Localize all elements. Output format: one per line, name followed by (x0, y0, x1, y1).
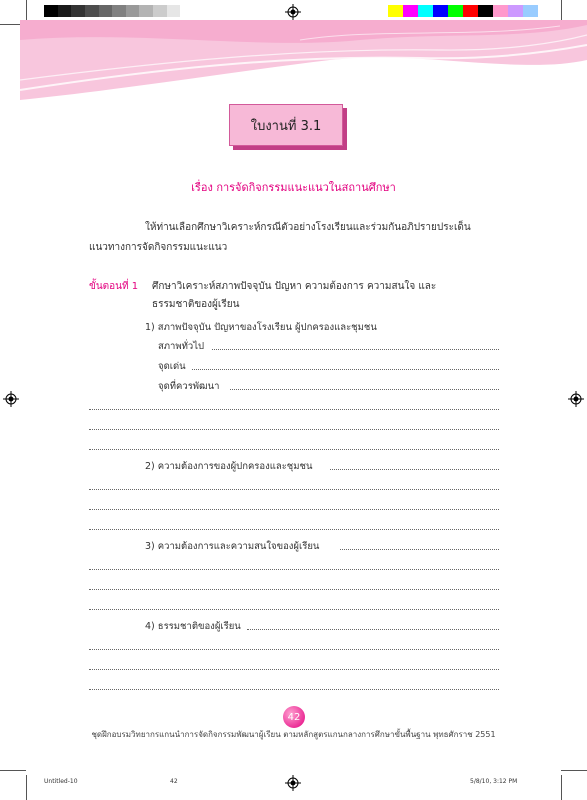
item-1-sub-general: สภาพทั่วไป (158, 341, 205, 352)
swatch (388, 5, 403, 17)
answer-line[interactable] (89, 569, 499, 570)
answer-line[interactable] (89, 449, 499, 450)
answer-line[interactable] (89, 609, 499, 610)
swatch (418, 5, 433, 17)
answer-line[interactable] (89, 529, 499, 530)
page-number: 42 (287, 711, 301, 723)
swatch (433, 5, 448, 17)
slug-page: 42 (170, 778, 178, 785)
answer-line[interactable] (89, 669, 499, 670)
worksheet-title (229, 104, 343, 146)
swatch (180, 5, 194, 17)
swatch (112, 5, 126, 17)
answer-line[interactable] (89, 649, 499, 650)
crop-mark (561, 770, 587, 771)
swatch (139, 5, 153, 17)
crop-mark (561, 775, 562, 800)
slug-date: 5/8/10, 3:12 PM (470, 778, 518, 785)
answer-line[interactable] (89, 429, 499, 430)
answer-line[interactable] (247, 629, 499, 630)
swatch (493, 5, 508, 17)
registration-mark-left (3, 391, 19, 407)
page-number-badge (283, 706, 305, 728)
swatch (44, 5, 58, 17)
crop-mark (26, 0, 27, 20)
crop-mark (561, 0, 562, 20)
footer-caption: ชุดฝึกอบรมวิทยากรแกนนำการจัดกิจกรรมพัฒนาผู้เรียน ตามหลักสูตรแกนกลางการศึกษาขั้นพื้นฐาน พุทธศักราช 2551 (91, 730, 496, 739)
item-1-sub-improve: จุดที่ควรพัฒนา (158, 381, 220, 392)
instruction-line-1: ให้ท่านเลือกศึกษาวิเคราะห์กรณีตัวอย่างโรงเรียนและร่วมกันอภิปรายประเด็น (145, 222, 471, 233)
swatch (523, 5, 538, 17)
worksheet-title-text: ใบงานที่ 3.1 (250, 118, 322, 134)
swatch (126, 5, 140, 17)
swatch (508, 5, 523, 17)
header-wave-decoration (0, 20, 587, 100)
crop-mark (26, 775, 27, 800)
step-label: ขั้นตอนที่ 1 (89, 281, 139, 292)
item-3-heading: 3) ความต้องการและความสนใจของผู้เรียน (145, 541, 320, 552)
swatch (478, 5, 493, 17)
swatch (99, 5, 113, 17)
instruction-line-2: แนวทางการจัดกิจกรรมแนะแนว (89, 242, 228, 253)
worksheet-subject: เรื่อง การจัดกิจกรรมแนะแนวในสถานศึกษา (191, 181, 396, 194)
answer-line[interactable] (230, 389, 499, 390)
step-text-line-1: ศึกษาวิเคราะห์สภาพปัจจุบัน ปัญหา ความต้องการ ความสนใจ และ (152, 281, 437, 292)
swatch (71, 5, 85, 17)
answer-line[interactable] (192, 369, 499, 370)
crop-mark (0, 770, 26, 771)
swatch (463, 5, 478, 17)
item-4-heading: 4) ธรรมชาติของผู้เรียน (145, 621, 241, 632)
registration-mark-bottom (285, 775, 301, 791)
swatch (153, 5, 167, 17)
swatch (58, 5, 72, 17)
answer-line[interactable] (89, 489, 499, 490)
step-text-line-2: ธรรมชาติของผู้เรียน (152, 299, 240, 310)
answer-line[interactable] (340, 549, 499, 550)
item-2-heading: 2) ความต้องการของผู้ปกครองและชุมชน (145, 461, 313, 472)
color-swatch-bar (388, 5, 538, 17)
registration-mark-right (568, 391, 584, 407)
slug-filename: Untitled-10 (44, 778, 78, 785)
answer-line[interactable] (330, 469, 499, 470)
answer-line[interactable] (89, 589, 499, 590)
answer-line[interactable] (89, 409, 499, 410)
item-1-heading: 1) สภาพปัจจุบัน ปัญหาของโรงเรียน ผู้ปกครองและชุมชน (145, 322, 377, 333)
registration-mark-top (285, 4, 301, 20)
answer-line[interactable] (89, 509, 499, 510)
swatch (403, 5, 418, 17)
answer-line[interactable] (89, 689, 499, 690)
swatch (448, 5, 463, 17)
gray-swatch-bar (44, 5, 194, 17)
item-1-sub-strengths: จุดเด่น (158, 361, 186, 372)
swatch (167, 5, 181, 17)
answer-line[interactable] (212, 349, 499, 350)
swatch (85, 5, 99, 17)
